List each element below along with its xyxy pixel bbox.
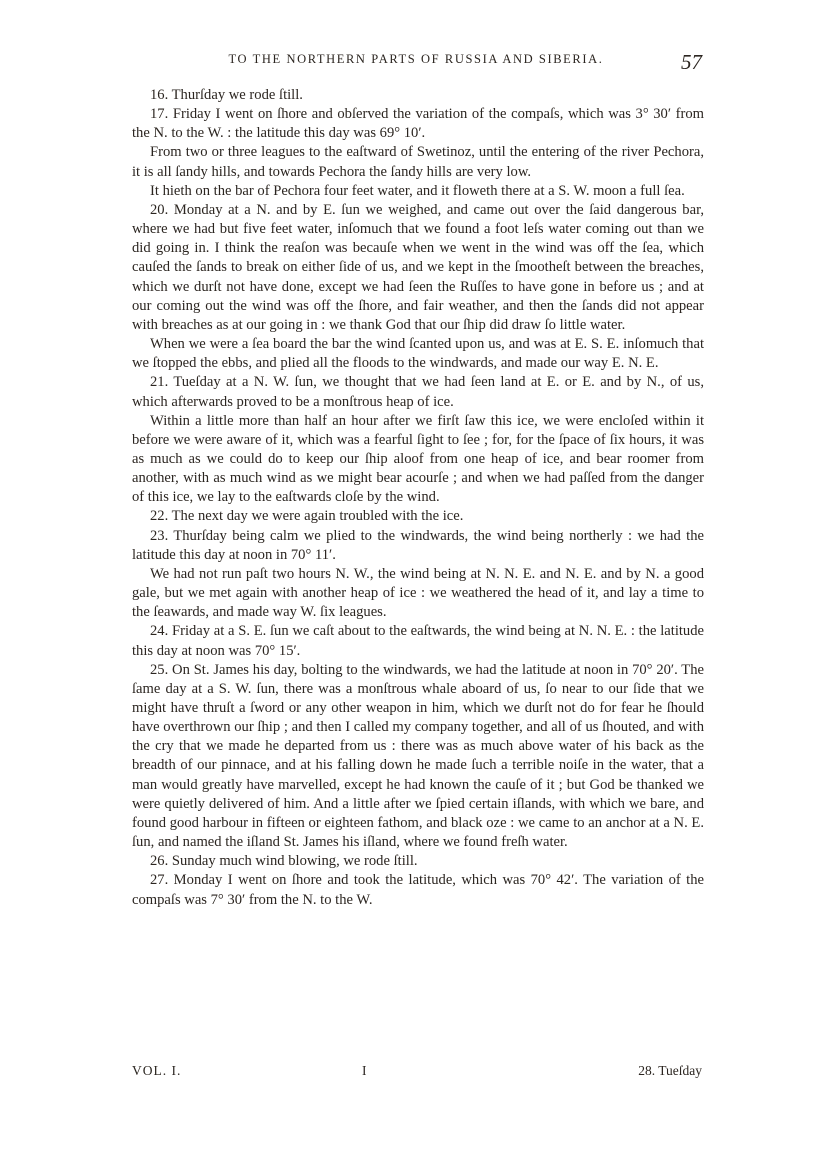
running-title: TO THE NORTHERN PARTS OF RUSSIA AND SIBERIA. (228, 52, 604, 66)
paragraph: When we were a ſea board the bar the wind ſcanted upon us, and was at E. S. E. inſomuch that we ſtopped the ebbs, and plied all the floods to the windwards, and made our way E. N. E. (132, 336, 704, 372)
paragraph: 26. Sunday much wind blowing, we rode ſtill. (150, 853, 418, 870)
paragraph: Within a little more than half an hour after we firſt ſaw this ice, we were encloſed within it before we were aware of it, which was a fearful ſight to ſee ; for, for the ſpace of ſix hours, it was as much as we could do to keep our ſhip aloof from one heap of ice, and bear roomer from another, with as much wind as we might bear acourſe ; and when we had paſſed from the danger of this ice, we lay to the eaſtwards cloſe by the wind. (132, 412, 704, 506)
paragraph: 23. Thurſday being calm we plied to the windwards, the wind being northerly : we had the latitude this day at noon in 70° 11′. (132, 527, 704, 563)
volume-mark: VOL. I. (132, 1063, 182, 1078)
paragraph: 24. Friday at a S. E. ſun we caſt about to the eaſtwards, the wind being at N. N. E. : the latitude this day at noon was 70° 15′. (132, 623, 704, 659)
paragraph: 22. The next day we were again troubled with the ice. (150, 508, 464, 525)
signature-mark: I (362, 1063, 367, 1078)
page-number: 57 (681, 50, 702, 74)
paragraph: 20. Monday at a N. and by E. ſun we weighed, and came out over the ſaid dangerous bar, where we had but five feet water, inſomuch that we found a foot leſs water coming out than we did going in. I think the reaſon was becauſe when we went in the wind was off the ſea, which cauſed the ſands to break on either ſide of us, and we kept in the ſmootheſt between the breaches, which we durſt not have done, except we had ſeen the Ruſſes to have gone in before us ; and at our coming out the wind was off the ſhore, and fair weather, and then the ſands did not appear with breaches as at our going in : we thank God that our ſhip did draw ſo little water. (132, 201, 704, 333)
paragraph: 21. Tueſday at a N. W. ſun, we thought that we had ſeen land at E. or E. and by N., of us, which afterwards proved to be a monſtrous heap of ice. (132, 374, 704, 410)
paragraph: From two or three leagues to the eaſtward of Swetinoz, until the entering of the river Pechora, it is all ſandy hills, and towards Pechora the ſandy hills are very low. (132, 144, 704, 180)
body-text (132, 86, 704, 910)
paragraph: We had not run paſt two hours N. W., the wind being at N. N. E. and N. E. and by N. a good gale, but we met again with another heap of ice : we weathered the head of it, and lay a time to the ſeawards, and made way W. ſix leagues. (132, 565, 704, 621)
catchword: 28. Tueſday (638, 1063, 702, 1078)
page-footer (132, 1063, 702, 1083)
paragraph: It hieth on the bar of Pechora four feet water, and it floweth there at a S. W. moon a full ſea. (150, 182, 685, 199)
paragraph: 25. On St. James his day, bolting to the windwards, we had the latitude at noon in 70° 20′. The ſame day at a S. W. ſun, there was a monſtrous whale aboard of us, ſo near to our ſide that we might have thruſt a ſword or any other weapon in him, which we durſt not do for fear he ſhould have overthrown our ſhip ; and then I called my company together, and all of us ſhouted, and with the cry that we made he departed from us : there was as much above water of his back as the breadth of our pinnace, and at his falling down he made ſuch a terrible noiſe in the water, that a man would greatly have marvelled, except he had known the cauſe of it ; but God be thanked we were quietly delivered of him. And a little after we ſpied certain iſlands, with which we bare, and found good harbour in fifteen or eighteen fathom, and black oze : we came to an anchor at a N. E. ſun, and named the iſland St. James his iſland, where we found freſh water. (132, 661, 704, 851)
paragraph: 27. Monday I went on ſhore and took the latitude, which was 70° 42′. The variation of the compaſs was 7° 30′ from the N. to the W. (132, 872, 704, 908)
paragraph: 16. Thurſday we rode ſtill. (150, 87, 303, 103)
paragraph: 17. Friday I went on ſhore and obſerved the variation of the compaſs, which was 3° 30′ from the N. to the W. : the latitude this day was 69° 10′. (132, 106, 704, 142)
